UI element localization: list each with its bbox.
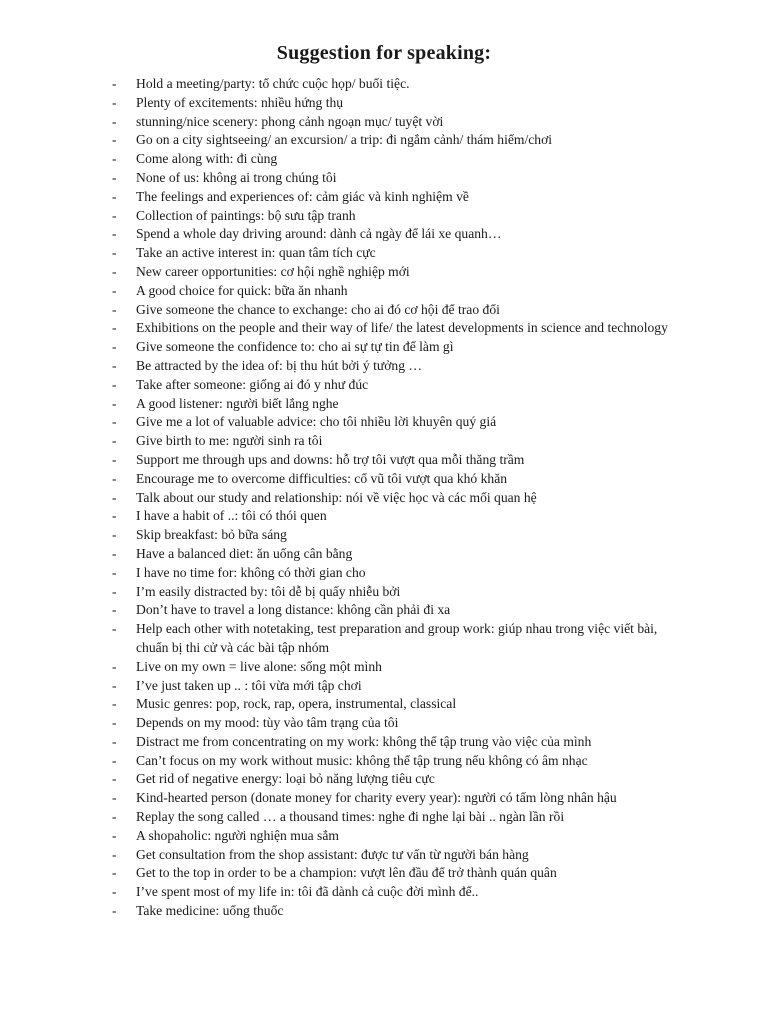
list-item-text: Be attracted by the idea of: bị thu hút bởi ý tưởng …: [136, 357, 423, 373]
list-item-text: I’m easily distracted by: tôi dễ bị quấy nhiễu bởi: [136, 583, 401, 599]
list-item: [0, 808, 768, 827]
list-item-text: I have a habit of ..: tôi có thói quen: [136, 508, 327, 524]
list-item-text: I’ve just taken up .. : tôi vừa mới tập chơi: [136, 677, 362, 693]
list-item: [0, 601, 768, 620]
list-item: [0, 225, 768, 244]
bullet-dash: -: [112, 733, 117, 749]
list-item: [0, 583, 768, 602]
bullet-dash: -: [112, 433, 117, 449]
bullet-dash: -: [112, 809, 117, 825]
bullet-dash: -: [112, 207, 117, 223]
list-item: [0, 695, 768, 714]
list-item: [0, 113, 768, 132]
list-item: [0, 357, 768, 376]
bullet-dash: -: [112, 527, 117, 543]
list-item: [0, 319, 768, 338]
list-item-text: Help each other with notetaking, test preparation and group work: giúp nhau trong việc viết bài, chuẩn bị thi cử và các bài tập nhóm: [136, 621, 658, 655]
bullet-dash: -: [112, 564, 117, 580]
list-item: [0, 564, 768, 583]
list-item-text: I’ve spent most of my life in: tôi đã dành cả cuộc đời mình để..: [136, 884, 479, 900]
list-item-text: Give me a lot of valuable advice: cho tôi nhiều lời khuyên quý giá: [136, 414, 497, 430]
list-item-text: Come along with: đi cùng: [136, 151, 278, 167]
list-item-text: A shopaholic: người nghiện mua sắm: [136, 827, 339, 843]
list-item-text: Music genres: pop, rock, rap, opera, instrumental, classical: [136, 696, 457, 712]
list-item-text: stunning/nice scenery: phong cảnh ngoạn mục/ tuyệt vời: [136, 113, 444, 129]
list-item: [0, 75, 768, 94]
list-item-text: Live on my own = live alone: sống một mình: [136, 658, 382, 674]
bullet-dash: -: [112, 677, 117, 693]
list-item-text: Talk about our study and relationship: nói về việc học và các mối quan hệ: [136, 489, 537, 505]
list-item-text: Can’t focus on my work without music: không thể tập trung nếu không có âm nhạc: [136, 752, 588, 768]
bullet-dash: -: [112, 621, 117, 637]
bullet-dash: -: [112, 827, 117, 843]
list-item-text: Have a balanced diet: ăn uống cân bằng: [136, 545, 353, 561]
list-item: [0, 846, 768, 865]
bullet-dash: -: [112, 188, 117, 204]
bullet-dash: -: [112, 903, 117, 919]
list-item-text: Don’t have to travel a long distance: không cần phải đi xa: [136, 602, 451, 618]
list-item-text: Plenty of excitements: nhiều hứng thụ: [136, 94, 344, 110]
list-item-text: A good listener: người biết lắng nghe: [136, 395, 339, 411]
list-item: [0, 338, 768, 357]
list-item-text: Distract me from concentrating on my work: không thể tập trung vào việc của mình: [136, 733, 592, 749]
bullet-dash: -: [112, 357, 117, 373]
list-item-text: Get to the top in order to be a champion: vượt lên đầu để trở thành quán quân: [136, 865, 557, 881]
list-item-text: The feelings and experiences of: cảm giác và kinh nghiệm về: [136, 188, 469, 204]
list-item: [0, 395, 768, 414]
list-item: [0, 282, 768, 301]
bullet-dash: -: [112, 602, 117, 618]
list-item-text: Kind-hearted person (donate money for charity every year): người có tấm lòng nhân hậu: [136, 790, 617, 806]
list-item: [0, 902, 768, 921]
list-item: [0, 432, 768, 451]
bullet-dash: -: [112, 339, 117, 355]
bullet-dash: -: [112, 790, 117, 806]
list-item: [0, 301, 768, 320]
list-item: [0, 94, 768, 113]
list-item: [0, 883, 768, 902]
list-item: [0, 169, 768, 188]
list-item: [0, 658, 768, 677]
list-item-text: New career opportunities: cơ hội nghề nghiệp mới: [136, 263, 410, 279]
list-item-text: Skip breakfast: bỏ bữa sáng: [136, 527, 287, 543]
bullet-dash: -: [112, 151, 117, 167]
bullet-dash: -: [112, 752, 117, 768]
bullet-dash: -: [112, 696, 117, 712]
bullet-dash: -: [112, 451, 117, 467]
list-item: [0, 677, 768, 696]
list-item: [0, 733, 768, 752]
bullet-dash: -: [112, 508, 117, 524]
list-item: [0, 470, 768, 489]
list-item-text: Get rid of negative energy: loại bỏ năng lượng tiêu cực: [136, 771, 435, 787]
list-item: [0, 263, 768, 282]
bullet-dash: -: [112, 301, 117, 317]
list-item-text: Give someone the confidence to: cho ai sự tự tin để làm gì: [136, 339, 454, 355]
bullet-dash: -: [112, 245, 117, 261]
list-item: [0, 864, 768, 883]
bullet-dash: -: [112, 583, 117, 599]
page-title: Suggestion for speaking:: [276, 42, 492, 64]
bullet-dash: -: [112, 470, 117, 486]
list-item: [0, 545, 768, 564]
list-item-text: Hold a meeting/party: tổ chức cuộc họp/ buổi tiệc.: [136, 76, 410, 91]
bullet-dash: -: [112, 771, 117, 787]
list-item: [0, 207, 768, 226]
bullet-dash: -: [112, 715, 117, 731]
list-item-text: Go on a city sightseeing/ an excursion/ a trip: đi ngắm cảnh/ thám hiểm/chơi: [136, 132, 553, 148]
list-item-text: Encourage me to overcome difficulties: cổ vũ tôi vượt qua khó khăn: [136, 470, 508, 486]
list-item-text: Give birth to me: người sinh ra tôi: [136, 433, 323, 449]
bullet-dash: -: [112, 846, 117, 862]
list-item: [0, 244, 768, 263]
bullet-dash: -: [112, 884, 117, 900]
list-item: [0, 752, 768, 771]
bullet-dash: -: [112, 132, 117, 148]
list-item: [0, 489, 768, 508]
bullet-dash: -: [112, 113, 117, 129]
list-item: [0, 131, 768, 150]
list-item: [0, 770, 768, 789]
list-item: [0, 620, 768, 658]
bullet-dash: -: [112, 658, 117, 674]
list-item-text: Take medicine: uống thuốc: [136, 903, 284, 919]
vocabulary-list: [0, 75, 768, 921]
list-item: [0, 507, 768, 526]
bullet-dash: -: [112, 226, 117, 242]
list-item: [0, 789, 768, 808]
list-item-text: I have no time for: không có thời gian cho: [136, 564, 366, 580]
list-item-text: A good choice for quick: bữa ăn nhanh: [136, 282, 348, 298]
list-item-text: Replay the song called … a thousand times: nghe đi nghe lại bài .. ngàn lần rồi: [136, 809, 565, 825]
bullet-dash: -: [112, 489, 117, 505]
list-item: [0, 827, 768, 846]
bullet-dash: -: [112, 263, 117, 279]
bullet-dash: -: [112, 282, 117, 298]
bullet-dash: -: [112, 865, 117, 881]
bullet-dash: -: [112, 94, 117, 110]
list-item: [0, 714, 768, 733]
list-item-text: Take an active interest in: quan tâm tích cực: [136, 245, 376, 261]
list-item: [0, 526, 768, 545]
list-item-text: Depends on my mood: tùy vào tâm trạng của tôi: [136, 715, 399, 731]
list-item-text: Exhibitions on the people and their way of life/ the latest developments in science and technology: [136, 320, 668, 336]
list-item: [0, 150, 768, 169]
bullet-dash: -: [112, 76, 117, 91]
bullet-dash: -: [112, 545, 117, 561]
bullet-dash: -: [112, 320, 117, 336]
bullet-dash: -: [112, 376, 117, 392]
list-item-text: Collection of paintings: bộ sưu tập tranh: [136, 207, 356, 223]
list-item-text: Spend a whole day driving around: dành cả ngày để lái xe quanh…: [136, 226, 502, 242]
list-item: [0, 188, 768, 207]
bullet-dash: -: [112, 169, 117, 185]
list-item-text: None of us: không ai trong chúng tôi: [136, 169, 337, 185]
list-item: [0, 376, 768, 395]
list-item-text: Give someone the chance to exchange: cho ai đó cơ hội để trao đổi: [136, 301, 500, 317]
list-item: [0, 451, 768, 470]
list-item-text: Take after someone: giống ai đó y như đúc: [136, 376, 369, 392]
bullet-dash: -: [112, 414, 117, 430]
list-item: [0, 413, 768, 432]
list-item-text: Support me through ups and downs: hỗ trợ tôi vượt qua mỗi thăng trầm: [136, 451, 525, 467]
bullet-dash: -: [112, 395, 117, 411]
list-item-text: Get consultation from the shop assistant: được tư vấn từ người bán hàng: [136, 846, 529, 862]
